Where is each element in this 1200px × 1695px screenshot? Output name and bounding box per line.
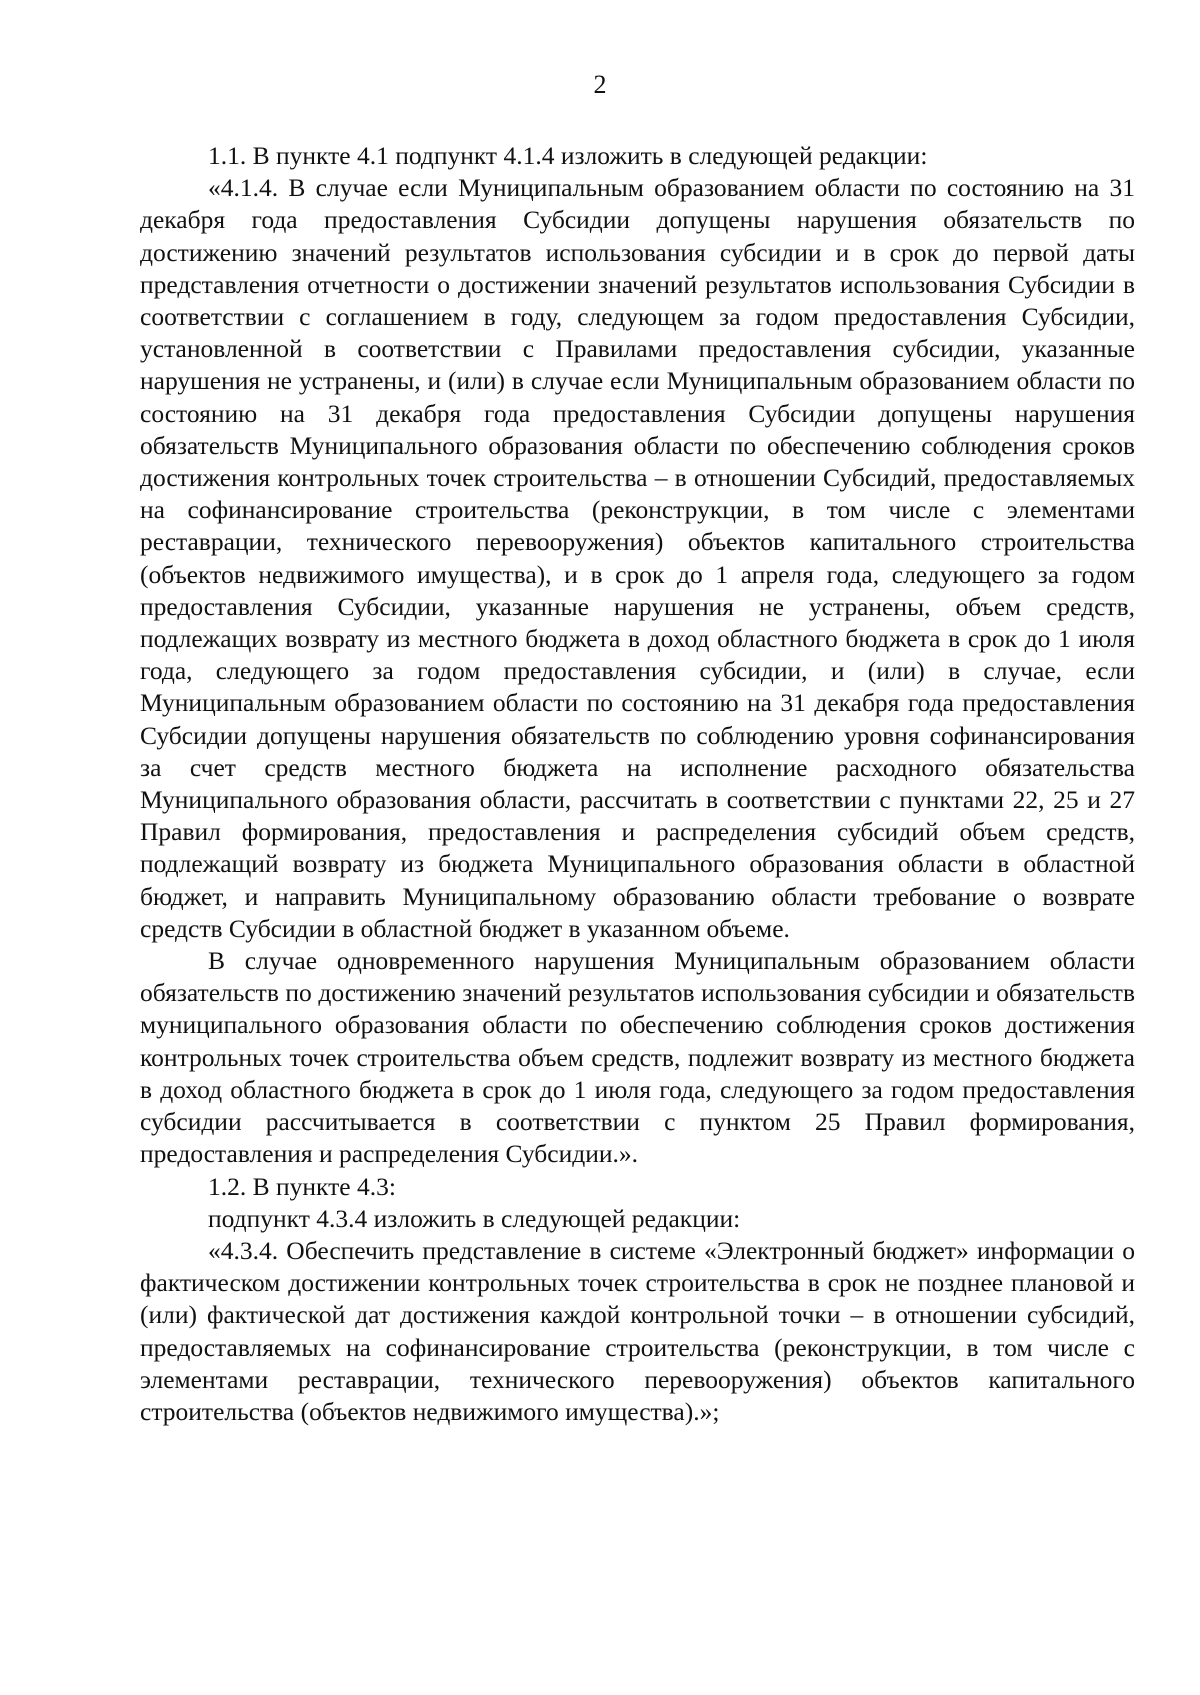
paragraph-simultaneous-violation: В случае одновременного нарушения Муниципальным образованием области обязательств по достижению значений результатов использования субсидии и обязательств муниципального образования области по обеспечению соблюдения сроков достижения контрольных точек строительства объем средств, подлежит возврату из местного бюджета в доход областного бюджета в срок до 1 июля года, следующего за годом предоставления субсидии рассчитывается в соответствии с пунктом 25 Правил формирования, предоставления и распределения Субсидии.». <box>140 946 1135 1169</box>
page-number: 2 <box>593 70 607 99</box>
paragraph-4-3-4-intro: подпункт 4.3.4 изложить в следующей редакции: <box>208 1203 741 1233</box>
paragraph-4-3-4-text: «4.3.4. Обеспечить представление в системе «Электронный бюджет» информации о фактическом достижении контрольных точек строительства в срок не позднее плановой и (или) фактической дат достижения каждой контрольной точки – в отношении субсидий, предоставляемых на софинансирование строительства (реконструкции, в том числе с элементами реставрации, технического перевооружения) объектов капитального строительства (объектов недвижимого имущества).»; <box>140 1235 1135 1426</box>
paragraph-1-2-heading: 1.2. В пункте 4.3: <box>208 1171 396 1201</box>
paragraph-1-1-heading: 1.1. В пункте 4.1 подпункт 4.1.4 изложить в следующей редакции: <box>208 141 928 170</box>
document-body <box>140 140 1135 1428</box>
paragraph-4-1-4-text: «4.1.4. В случае если Муниципальным образованием области по состоянию на 31 декабря года предоставления Субсидии допущены нарушения обязательств по достижению значений результатов использования субсидии и в срок до первой даты представления отчетности о достижении значений результатов использования Субсидии в соответствии с соглашением в году, следующем за годом предоставления Субсидии, установленной в соответствии с Правилами предоставления субсидии, указанные нарушения не устранены, и (или) в случае если Муниципальным образованием области по состоянию на 31 декабря года предоставления Субсидии допущены нарушения обязательств Муниципального образования области по обеспечению соблюдения сроков достижения контрольных точек строительства – в отношении Субсидий, предоставляемых на софинансирование строительства (реконструкции, в том числе с элементами реставрации, технического перевооружения) объектов капитального строительства (объектов недвижимого имущества), и в срок до 1 апреля года, следующего за годом предоставления Субсидии, указанные нарушения не устранены, объем средств, подлежащих возврату из местного бюджета в доход областного бюджета в срок до 1 июля года, следующего за годом предоставления субсидии, и (или) в случае, если Муниципальным образованием области по состоянию на 31 декабря года предоставления Субсидии допущены нарушения обязательств по соблюдению уровня софинансирования за счет средств местного бюджета на исполнение расходного обязательства Муниципального образования области, рассчитать в соответствии с пунктами 22, 25 и 27 Правил формирования, предоставления и распределения субсидий объем средств, подлежащий возврату из бюджета Муниципального образования области в областной бюджет, и направить Муниципальному образованию области требование о возврате средств Субсидии в областной бюджет в указанном объеме. <box>140 173 1135 943</box>
